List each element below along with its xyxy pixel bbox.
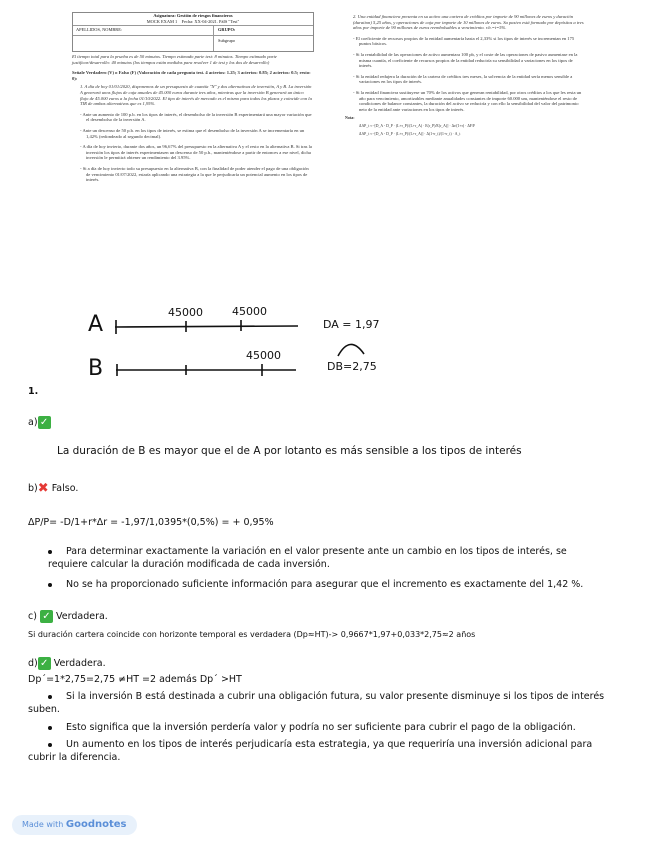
exam-right-item-a: - El coeficiente de recursos propios de la entidad aumentaría hasta el 2,33% si los tipos de interés se incrementan en 175 puntos básicos. [353,35,575,47]
question-number: 1. [28,386,39,397]
answer-c-verdict: Verdadera. [56,611,108,622]
timeline-b-label: B [88,356,104,381]
answer-d-bullet-2: Esto significa que la inversión perdería valor y podría no ser suficiente para cubrir el pago de la obligación. [48,721,608,734]
exam-left-column [72,54,312,186]
answer-d-verdict: Verdadera. [53,658,106,669]
answer-a-text: La duración de B es mayor que el de A por lotanto es más sensible a los tipos de interés [57,445,522,457]
answer-b-label: b) [28,483,38,494]
answer-d-bullet-3: Un aumento en los tipos de interés perjudicaría esta estrategia, ya que requeriría una inversión adicional para cubrir la diferencia. [28,739,593,763]
group-value: Subgrupo [218,38,236,43]
exam-right-item-b: - Si la rentabilidad de las operaciones de activo aumentara 100 pb, y el coste de las operaciones de pasivo aumentase en la misma cuantía, el coeficiente de recursos propios de la entidad reduciría su sensibilidad a variaciones en los tipos de interés. [353,51,578,69]
answer-b-verdict: Falso. [51,483,79,494]
answer-d-formula: Dp´=1*2,75=2,75 ≠HT =2 además Dp´ >HT [28,674,242,685]
badge-made-with: Made with [22,820,64,829]
name-label: APELLIDOS, NOMBRE: [76,27,123,32]
exam-item-d: - Si a día de hoy invierto todo su presupuesto en la alternativa B, con la finalidad de poder atender el pago de una obligación de vencimiento 01/07/2022, estaría aplicando una estrategia a la que le perjudicaría un potencial aumento en los tipos de interés. [80,165,309,183]
answer-b-bullet-1: Para determinar exactamente la variación en el valor presente ante un cambio en los tipos de interés, se requiere calcular la duración modificada de cada inversión. [48,546,567,570]
timeline-a-label: A [88,312,104,337]
exam-q2: 2. Una entidad financiera presenta en su activo una cartera de créditos por importe de 90 millones de euros y duración (duration) 5,25 años, y operaciones de caja por importe de 10 millones de euros. Su pasivo está formado por depósitos a tres años por importe de 90 millones de euros reembolsables a vencimiento. r.b.=i=5%. [353,14,584,31]
badge-brand: Goodnotes [65,819,127,830]
duration-b: DB=2,75 [327,360,377,373]
goodnotes-badge[interactable] [12,815,137,835]
answer-a-label: a) [28,417,38,428]
exam-header [72,12,314,52]
answer-c-header [28,610,108,623]
cross-icon: ✖ [37,481,49,496]
caret-arc [338,344,364,356]
exam-scan [0,0,656,300]
check-icon: ✓ [38,416,51,429]
timeline-a-line [115,326,298,327]
exam-note-label: Nota: [345,115,355,121]
answer-d-label: d) [28,658,38,669]
timeline-b-value: 45000 [246,349,281,362]
exam-right-item-d: - Si la entidad financiera sustituyese un 70% de los activos que generan rentabilidad, por otros créditos a los que les resta un año para vencimiento, amortizables mediante anualidades constantes de importe 60.000 um, manteniéndose el resto de condiciones de balance constantes, la duración del activo se reduciría y con ello la sensibilidad del valor del patrimonio neto de la entidad ante variaciones en los tipos de interés. [353,89,582,112]
exam-q1: 1. A día de hoy 01/01/2020, disponemos de un presupuesto de cuantía "N" y dos alternativas de inversión, A y B. La inversión A generará unos flujos de caja anuales de 45.000 euros durante tres años, mientras que la inversión B generará un único flujo de 45.000 euros a la fecha 01/10/2022. El tipo de interés de mercado es el mismo para todos los plazos y coincide con la TIR de ambas alternativas que es 1,95%. [80,84,312,107]
exam-formula-1: ΔAP_t ≈ -[D_A - D_P · (L+r_P)/(L+r_A) · E(r_P)/E(r_A)] · Δr/(1+r) · ΔF/F [359,123,476,128]
exam-modality: MOCK EXAM 1 [146,19,178,24]
exam-right-item-c: - Si la entidad redujera la duración de la cartera de créditos tres meses, la solvencia de la entidad sería menos sensible a variaciones en los tipos de interés. [353,73,573,85]
exam-right-column [345,14,585,137]
answer-d-bullet-1: Si la inversión B está destinada a cubrir una obligación futura, su valor presente disminuye si los tipos de interés suben. [28,691,605,715]
exam-subject: Asignatura: Gestión de riesgos financieros [153,13,233,18]
group-label: GRUPO: [218,27,236,32]
answer-c-label: c) [28,611,37,622]
answer-b-header [28,482,78,495]
answer-c-text: Si duración cartera coincide con horizonte temporal es verdadera (Dp≈HT)-> 0,9667*1,97+0,033*2,75≈2 años [28,630,476,639]
exam-item-b: - Ante un descenso de 50 p.b. en los tipos de interés, se estima que el desembolso de la inversión A se incrementaría en un 1,42% (redondeado al segundo decimal). [80,127,305,139]
exam-item-a: - Ante un aumento de 100 p.b. en los tipos de interés, el desembolso de la inversión B experimentará una mayor variación que el desembolso de la inversión A. [80,111,312,123]
timeline-a-value-2: 45000 [232,305,267,318]
exam-date: Fecha: XX-04-2021. PáIS "Test" [181,19,240,24]
answer-d-header [28,657,106,670]
exam-item-c: - A día de hoy invierto, durante dos años, un 96,67% del presupuesto en la alternativa A y el resto en la alternativa B. Si tras la inversión los tipos de interés experimentasen un descenso de 50 p.b., manteniéndose a partir de entonces a ese nivel, dicha inversión le permitirá obtener un rendimiento del 3.95%. [80,144,312,161]
exam-section-title: Señale Verdadero (V) o Falso (F) (Valoración de cada pregunta test. 4 aciertos: 1.25; 3 aciertos: 0.85; 2 aciertos: 0.5; resto: 0): [72,70,311,81]
answer-b-bullet-2: No se ha proporcionado suficiente información para asegurar que el incremento es exactamente del 1,42 %. [48,578,608,591]
answer-b-formula: ΔP/P= -D/1+r*Δr = -1,97/1,0395*(0,5%) = + 0,95% [28,517,274,528]
check-icon: ✓ [38,657,51,670]
answer-a-header [28,416,51,429]
exam-instructions: El tiempo total para la prueba es de 50 minutos. Tiempo estimado parte test: 8 minutos. Tiempo estimado parte justificar/desarrollo: 40 minutos (los tiempos están medidos para resolver 1 de test y los dos de desarrollo) [72,54,277,65]
duration-a: DA = 1,97 [323,318,380,331]
check-icon: ✓ [40,610,53,623]
timeline-a-value-1: 45000 [168,306,203,319]
exam-formula-2: ΔAP_t ≈ -[D_A - D_P · (L+r_P)/(L+r_A)] · Δ(1+r_t)/(1+r_t) · A_t [359,131,461,136]
